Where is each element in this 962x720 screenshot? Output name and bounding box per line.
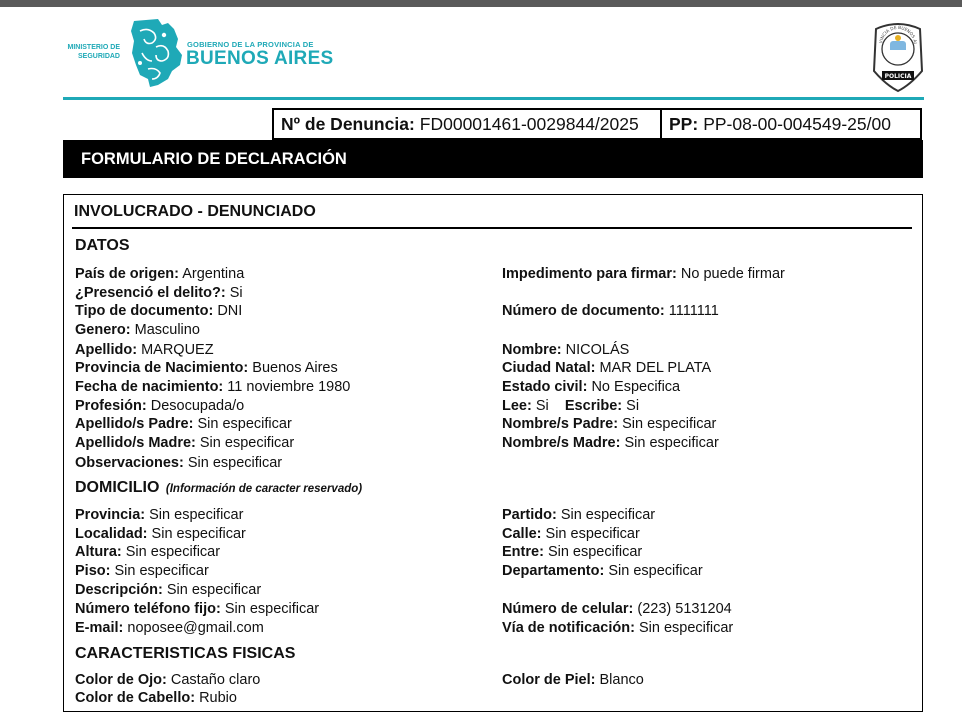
- field-apellido-madre: [75, 434, 294, 452]
- field-label: Número teléfono fijo:: [75, 601, 221, 617]
- field-departamento: [502, 562, 703, 580]
- field-value: (223) 5131204: [637, 601, 732, 617]
- field-provincia-nac: [75, 359, 338, 377]
- field-value: Si: [229, 285, 243, 301]
- field-label: Altura:: [75, 544, 122, 560]
- form-title: FORMULARIO DE DECLARACIÓN: [63, 140, 923, 178]
- field-telefono-fijo: [75, 600, 319, 618]
- field-label: Nombre:: [502, 342, 562, 358]
- field-label: Color de Cabello:: [75, 690, 196, 706]
- domicilio-title: [75, 479, 362, 497]
- ministry-label: [60, 43, 120, 61]
- field-entre: [502, 543, 642, 561]
- gov-big-text: BUENOS AIRES: [186, 48, 334, 69]
- datos-title: DATOS: [75, 237, 130, 254]
- field-provincia: [75, 506, 243, 524]
- field-value: Sin especificar: [545, 526, 640, 542]
- field-label: ¿Presenció el delito?:: [75, 285, 226, 301]
- field-label: Lee:: [502, 398, 532, 414]
- field-value: Sin especificar: [560, 507, 656, 523]
- field-value: Sin especificar: [608, 563, 703, 579]
- field-via-notificacion: [502, 619, 733, 637]
- pp-value: PP-08-00-004549-25/00: [703, 113, 891, 134]
- field-celular: [502, 600, 732, 618]
- field-value: Masculino: [134, 322, 200, 338]
- pp-number-box: [662, 108, 922, 140]
- field-partido: [502, 506, 655, 524]
- field-value: Sin especificar: [638, 620, 734, 636]
- badge-arc-text: VINCIA DE BUENOS AI: [879, 25, 917, 45]
- field-label: Color de Piel:: [502, 672, 596, 688]
- field-label: Piso:: [75, 563, 111, 579]
- field-genero: [75, 321, 200, 339]
- window-top-bar: [0, 0, 962, 7]
- field-nombre-madre: [502, 434, 719, 452]
- field-apellido: [75, 341, 214, 359]
- field-value: MARQUEZ: [141, 342, 214, 358]
- field-nombre: [502, 341, 629, 359]
- police-badge-logo: [870, 19, 926, 93]
- field-label: E-mail:: [75, 620, 124, 636]
- document-header: [0, 7, 962, 99]
- field-label: Número de celular:: [502, 601, 634, 617]
- section-title: INVOLUCRADO - DENUNCIADO: [74, 203, 316, 220]
- denuncia-number-box: [272, 108, 662, 140]
- field-value: Buenos Aires: [252, 360, 338, 376]
- field-label: Nombre/s Padre:: [502, 416, 619, 432]
- field-profesion: [75, 397, 244, 415]
- field-value: Si: [626, 398, 640, 414]
- field-value: 1111111: [668, 303, 719, 319]
- field-value: Sin especificar: [197, 416, 292, 432]
- field-label: Color de Ojo:: [75, 672, 167, 688]
- field-label: Apellido:: [75, 342, 138, 358]
- field-value: Sin especificar: [125, 544, 221, 560]
- field-label: Entre:: [502, 544, 544, 560]
- field-label: Fecha de nacimiento:: [75, 379, 224, 395]
- field-label: País de origen:: [75, 266, 179, 282]
- field-label: Descripción:: [75, 582, 163, 598]
- field-value: DNI: [217, 303, 243, 319]
- field-email: [75, 619, 264, 637]
- field-color-ojo: [75, 671, 260, 689]
- field-label: Apellido/s Padre:: [75, 416, 194, 432]
- field-nombre-padre: [502, 415, 716, 433]
- field-label: Ciudad Natal:: [502, 360, 596, 376]
- field-observaciones: [75, 454, 282, 472]
- field-value: No Especifica: [591, 379, 681, 395]
- denuncia-value: FD00001461-0029844/2025: [419, 113, 639, 134]
- field-label: Partido:: [502, 507, 557, 523]
- field-value: Sin especificar: [224, 601, 320, 617]
- field-value: Sin especificar: [149, 507, 244, 523]
- field-pais: [75, 265, 244, 283]
- field-ciudad-natal: [502, 359, 711, 377]
- involucrado-section: [63, 194, 923, 712]
- field-value: Sin especificar: [624, 435, 719, 451]
- field-altura: [75, 543, 220, 561]
- field-label: Provincia:: [75, 507, 146, 523]
- field-piso: [75, 562, 209, 580]
- field-value: Sin especificar: [166, 582, 262, 598]
- field-value: Argentina: [182, 266, 245, 282]
- section-rule: [72, 227, 912, 229]
- field-presencio: [75, 284, 243, 302]
- field-value: Sin especificar: [151, 526, 246, 542]
- field-value: Sin especificar: [622, 416, 717, 432]
- field-descripcion: [75, 581, 261, 599]
- field-label: Apellido/s Madre:: [75, 435, 196, 451]
- field-value: Rubio: [199, 690, 237, 706]
- field-label: Número de documento:: [502, 303, 665, 319]
- field-label: Tipo de documento:: [75, 303, 214, 319]
- field-tipo-doc: [75, 302, 242, 320]
- field-value: Castaño claro: [170, 672, 261, 688]
- province-map-logo: [128, 17, 184, 89]
- header-rule: [63, 97, 924, 100]
- field-lee-escribe: [502, 397, 639, 415]
- gov-small-text: GOBIERNO DE LA PROVINCIA DE: [187, 40, 314, 49]
- field-label: Escribe:: [564, 398, 623, 414]
- field-label: Impedimento para firmar:: [502, 266, 677, 282]
- field-label: Provincia de Nacimiento:: [75, 360, 249, 376]
- field-value: noposee@gmail.com: [127, 620, 264, 636]
- field-label: Vía de notificación:: [502, 620, 635, 636]
- field-label: Localidad:: [75, 526, 148, 542]
- field-value: 11 noviembre 1980: [227, 379, 351, 395]
- field-value: NICOLÁS: [565, 342, 630, 358]
- field-color-piel: [502, 671, 644, 689]
- field-value: Sin especificar: [199, 435, 295, 451]
- field-label: Estado civil:: [502, 379, 588, 395]
- field-value: Sin especificar: [114, 563, 209, 579]
- field-fecha-nac: [75, 378, 350, 396]
- domicilio-title-text: DOMICILIO: [75, 479, 160, 496]
- field-value: Sin especificar: [547, 544, 643, 560]
- field-value: Blanco: [599, 672, 644, 688]
- field-num-doc: [502, 302, 719, 320]
- field-value: Desocupada/o: [150, 398, 245, 414]
- ministry-line-2: SEGURIDAD: [77, 53, 120, 60]
- field-label: Profesión:: [75, 398, 147, 414]
- field-value: Si: [535, 398, 549, 414]
- field-label: Nombre/s Madre:: [502, 435, 621, 451]
- field-label: Departamento:: [502, 563, 605, 579]
- field-estado-civil: [502, 378, 680, 396]
- field-label: Calle:: [502, 526, 542, 542]
- field-color-cabello: [75, 689, 237, 707]
- field-calle: [502, 525, 640, 543]
- field-label: Genero:: [75, 322, 131, 338]
- field-value: No puede firmar: [680, 266, 785, 282]
- pp-label: PP:: [669, 113, 699, 134]
- ministry-line-1: MINISTERIO DE: [67, 44, 120, 51]
- field-impedimento: [502, 265, 785, 283]
- field-localidad: [75, 525, 246, 543]
- domicilio-note: (Información de caracter reservado): [165, 483, 363, 495]
- field-value: Sin especificar: [187, 455, 283, 471]
- badge-text: POLICIA: [884, 73, 912, 80]
- fisicas-title: CARACTERISTICAS FISICAS: [75, 645, 296, 662]
- field-value: MAR DEL PLATA: [599, 360, 712, 376]
- field-label: Observaciones:: [75, 455, 184, 471]
- denuncia-label: Nº de Denuncia:: [281, 113, 415, 134]
- field-apellido-padre: [75, 415, 292, 433]
